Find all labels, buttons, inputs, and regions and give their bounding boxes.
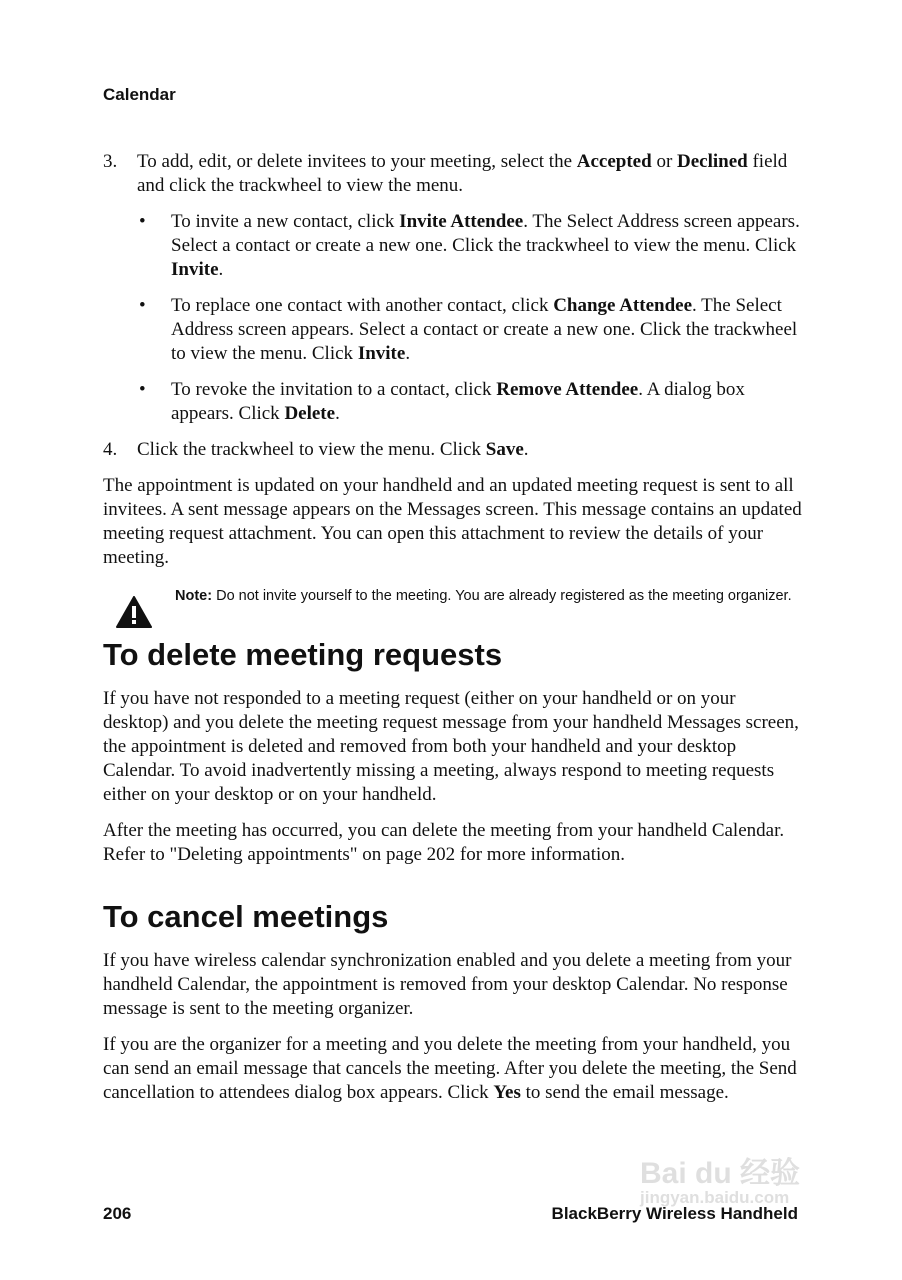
- bullet-change: [103, 294, 803, 366]
- bullet-dot: •: [139, 379, 146, 400]
- text: . The Select Address screen appears. Select a contact or create a new one. Click the trackwheel to view the menu. Click: [171, 295, 798, 364]
- text: Click the trackwheel to view the menu. Click: [137, 439, 486, 460]
- ui-term: Invite: [171, 259, 219, 280]
- text: .: [523, 439, 529, 460]
- text: To add, edit, or delete invitees to your meeting, select the: [137, 151, 577, 172]
- ui-term: Delete: [284, 403, 336, 424]
- note-text: Do not invite yourself to the meeting. You are already registered as the meeting organizer.: [212, 588, 792, 604]
- running-header: Calendar: [103, 85, 176, 104]
- text: If you are the organizer for a meeting and you delete the meeting from your handheld, you can send an email message that cancels the meeting. After you delete the meeting, the Send cancellation to attendees dialog box appears. Click: [103, 1034, 797, 1103]
- text: field and click the trackwheel to view the menu.: [137, 151, 788, 196]
- warning-icon: [116, 596, 152, 628]
- text: To replace one contact with another contact, click: [171, 295, 554, 316]
- ui-term: Change Attendee: [553, 295, 693, 316]
- text: To invite a new contact, click: [171, 211, 400, 232]
- text: To revoke the invitation to a contact, click: [171, 379, 497, 400]
- ui-term: Yes: [493, 1082, 521, 1103]
- ui-term: Invite: [357, 343, 406, 364]
- page-number: 206: [103, 1204, 132, 1223]
- paragraph: After the meeting has occurred, you can delete the meeting from your handheld Calendar. Refer to "Deleting appointments" on page 202 for more information.: [103, 820, 785, 865]
- bullet-dot: •: [139, 295, 146, 316]
- note-label: Note:: [175, 588, 213, 604]
- ui-term: Remove Attendee: [496, 379, 639, 400]
- paragraph: If you have wireless calendar synchronization enabled and you delete a meeting from your handheld Calendar, the appointment is removed from your desktop Calendar. No response message is sent to the meeting organizer.: [103, 950, 792, 1019]
- book-title: BlackBerry Wireless Handheld: [551, 1204, 798, 1223]
- text: .: [405, 343, 411, 364]
- ui-term: Declined: [677, 151, 748, 172]
- watermark-brand: Bai du 经验: [640, 1157, 801, 1190]
- text: or: [651, 151, 678, 172]
- bullet-remove: [103, 378, 771, 426]
- step-number: 4.: [103, 439, 118, 460]
- bullet-invite: [103, 210, 803, 282]
- paragraph-updated: The appointment is updated on your handheld and an updated meeting request is sent to all invitees. A sent message appears on the Messages screen. This message contains an updated meeting request attachment. You can open this attachment to review the details of your meeting.: [103, 475, 802, 568]
- page-content: [103, 150, 803, 1117]
- heading-cancel-meetings: To cancel meetings: [103, 899, 389, 934]
- step-4: [103, 438, 803, 462]
- heading-delete-meeting-requests: To delete meeting requests: [103, 637, 503, 672]
- text: . The Select Address screen appears. Select a contact or create a new one. Click the trackwheel to view the menu. Click: [171, 211, 800, 256]
- ui-term: Invite Attendee: [399, 211, 524, 232]
- paragraph: If you have not responded to a meeting request (either on your handheld or on your desktop) and you delete the meeting request message from your handheld Messages screen, the appointment is deleted and removed from both your handheld and your desktop Calendar. To avoid inadvertently missing a meeting, always respond to meeting requests either on your desktop or on your handheld.: [103, 688, 799, 805]
- paragraph: [103, 1033, 803, 1105]
- ui-term: Save: [485, 439, 524, 460]
- text: to send the email message.: [520, 1082, 729, 1103]
- ui-term: Accepted: [576, 151, 652, 172]
- text: .: [218, 259, 224, 280]
- watermark-url: jingyan.baidu.com: [640, 1188, 790, 1207]
- note-box: [103, 586, 815, 607]
- step-number: 3.: [103, 151, 118, 172]
- text: . A dialog box appears. Click: [171, 379, 745, 424]
- watermark: [640, 1148, 800, 1208]
- step-3: [103, 150, 803, 198]
- text: .: [335, 403, 340, 424]
- bullet-dot: •: [139, 211, 146, 232]
